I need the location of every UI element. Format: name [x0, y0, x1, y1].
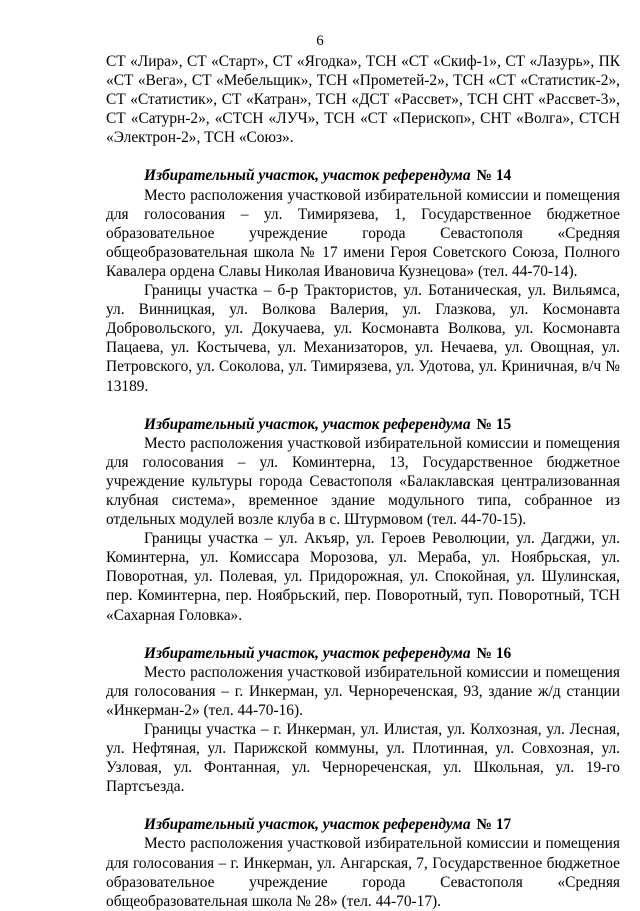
section-heading: Избирательный участок, участок референдума № 14	[144, 167, 512, 185]
section-location: Место расположения участковой избирательной комиссии и помещения для голосования – г. Инкерман, ул. Чернореченская, 93, здание ж/д станции «Инкерман-2» (тел. 44-70-16).	[106, 663, 620, 719]
section-heading: Избирательный участок, участок референдума № 15	[144, 415, 512, 433]
section-location: Место расположения участковой избирательной комиссии и помещения для голосования – г. Инкерман, ул. Ангарская, 7, Государственное бюджетное образовательное учреждение города Севастополя «Средняя общеобразовательная школа № 28» (тел. 44-70-17).	[106, 835, 620, 910]
section-boundaries: Границы участка – г. Инкерман, ул. Илистая, ул. Колхозная, ул. Лесная, ул. Нефтяная, ул. Парижской коммуны, ул. Плотинная, ул. Совхозная, ул. Узловая, ул. Фонтанная, ул. Чернореченская, ул. Школьная, ул. 19-го Партсъезда.	[106, 721, 620, 796]
section-16	[106, 644, 620, 797]
section-heading: Избирательный участок, участок референдума № 16	[144, 644, 512, 662]
section-number: № 14	[476, 167, 512, 185]
section-boundaries: Границы участка – б-р Трактористов, ул. Ботаническая, ул. Вильямса, ул. Винницкая, ул. Волкова Валерия, ул. Глазкова, ул. Космонавта Добровольского, ул. Докучаева, ул. Космонавта Волкова, ул. Космонавта Пацаева, ул. Костычева, ул. Механизаторов, ул. Нечаева, ул. Овощная, ул. Петровского, ул. Соколова, ул. Тимирязева, ул. Удотова, ул. Криничная, в/ч № 13189.	[106, 282, 620, 395]
section-number: № 15	[476, 415, 512, 433]
section-15	[106, 415, 620, 625]
section-number: № 16	[476, 644, 512, 662]
page-number: 6	[316, 33, 324, 49]
section-14	[106, 166, 620, 395]
section-location: Место расположения участковой избирательной комиссии и помещения для голосования – ул. Коминтерна, 13, Государственное бюджетное учреждение культуры города Севастополя «Балаклавская централизованная клубная система», временное здание модульного типа, собранное из отдельных модулей возле клуба в с. Штурмовом (тел. 44-70-15).	[106, 434, 620, 529]
section-17	[106, 815, 620, 910]
section-location: Место расположения участковой избирательной комиссии и помещения для голосования – ул. Тимирязева, 1, Государственное бюджетное образовательное учреждение города Севастополя «Средняя общеобразовательная школа № 17 имени Героя Советского Союза, Полного Кавалера ордена Славы Николая Ивановича Кузнецова» (тел. 44-70-14).	[106, 186, 620, 280]
section-heading: Избирательный участок, участок референдума № 17	[144, 816, 512, 834]
section-boundaries: Границы участка – ул. Акъяр, ул. Героев Революции, ул. Дагджи, ул. Коминтерна, ул. Комиссара Морозова, ул. Мераба, ул. Ноябрьская, ул. Поворотная, ул. Полевая, ул. Придорожная, ул. Спокойная, ул. Шулинская, пер. Коминтерна, пер. Ноябрьский, пер. Поворотный, туп. Поворотный, ТСН «Сахарная Головка».	[106, 530, 620, 624]
intro-paragraph: СТ «Лира», СТ «Старт», СТ «Ягодка», ТСН «СТ «Скиф-1», СТ «Лазурь», ПК «СТ «Вега», СТ «Мебельщик», ТСН «Прометей-2», ТСН «СТ «Статистик-2», СТ «Статистик», СТ «Катран», ТСН «ДСТ «Рассвет», ТСН СНТ «Рассвет-3», СТ «Сатурн-2», «СТСН «ЛУЧ», ТСН «СТ «Перископ», СНТ «Волга», СТСН «Электрон-2», ТСН «Союз».	[106, 53, 620, 147]
section-number: № 17	[476, 816, 512, 834]
page-content	[106, 52, 620, 911]
